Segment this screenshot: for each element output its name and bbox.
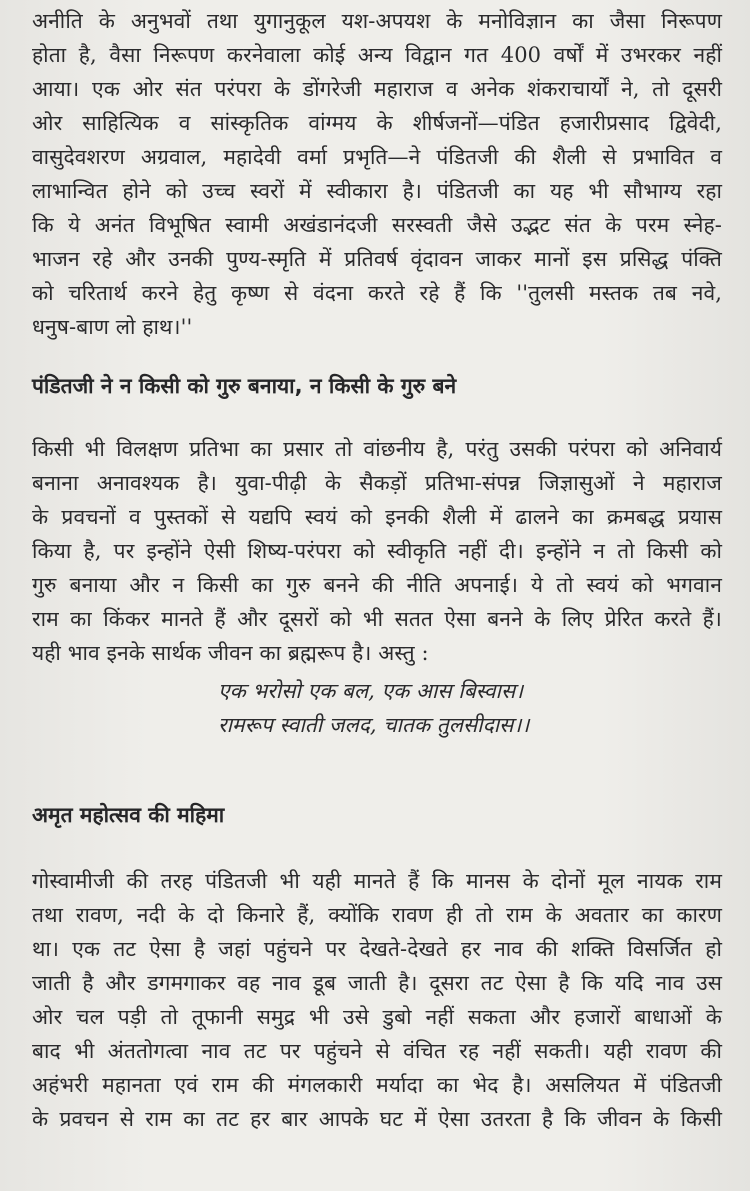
section-heading-amrit-mahotsav: अमृत महोत्सव की महिमा <box>32 803 225 827</box>
paragraph-2-line: किया है, पर इन्होंने ऐसी शिष्य-परंपरा को स्वीकृति नहीं दी। इन्होंने न तो किसी को <box>32 539 722 563</box>
verse-line: रामरूप स्वाती जलद, चातक तुलसीदास।। <box>218 713 530 737</box>
paragraph-3-line: था। एक तट ऐसा है जहां पहुंचने पर देखते-देखते हर नाव की शक्ति विसर्जित हो <box>32 937 722 961</box>
paragraph-2-line: के प्रवचनों व पुस्तकों से यद्यपि स्वयं को इनकी शैली में ढालने का क्रमबद्ध प्रयास <box>32 505 722 529</box>
paragraph-1-line: धनुष-बाण लो हाथ।'' <box>32 315 193 339</box>
paragraph-1-line: कि ये अनंत विभूषित स्वामी अखंडानंदजी सरस्वती जैसे उद्भट संत के परम स्नेह- <box>32 213 722 237</box>
paragraph-3-line: के प्रवचन से राम का तट हर बार आपके घट में ऐसा उतरता है कि जीवन के किसी <box>32 1107 722 1131</box>
paragraph-1-line: भाजन रहे और उनकी पुण्य-स्मृति में प्रतिवर्ष वृंदावन जाकर मानों इस प्रसिद्ध पंक्ति <box>32 247 722 271</box>
paragraph-3-line: जाती है और डगमगाकर वह नाव डूब जाती है। दूसरा तट ऐसा है कि यदि नाव उस <box>32 971 722 995</box>
paragraph-1-line: लाभान्वित होने को उच्च स्वरों में स्वीकारा है। पंडितजी का यह भी सौभाग्य रहा <box>32 179 722 203</box>
paragraph-3-line: बाद भी अंततोगत्वा नाव तट पर पहुंचने से वंचित रह नहीं सकती। यही रावण की <box>32 1039 723 1063</box>
paragraph-1-line: को चरितार्थ करने हेतु कृष्ण से वंदना करते रहे हैं कि ''तुलसी मस्तक तब नवे, <box>32 281 722 305</box>
paragraph-3-line: गोस्वामीजी की तरह पंडितजी भी यही मानते हैं कि मानस के दोनों मूल नायक राम <box>32 869 722 893</box>
paragraph-2-line: किसी भी विलक्षण प्रतिभा का प्रसार तो वांछनीय है, परंतु उसकी परंपरा को अनिवार्य <box>32 437 722 461</box>
paragraph-1-line: आया। एक ओर संत परंपरा के डोंगरेजी महाराज व अनेक शंकराचार्यों ने, तो दूसरी <box>32 77 722 101</box>
paragraph-3-line: तथा रावण, नदी के दो किनारे हैं, क्योंकि रावण ही तो राम के अवतार का कारण <box>32 903 722 927</box>
paragraph-1-line: होता है, वैसा निरूपण करनेवाला कोई अन्य विद्वान गत 400 वर्षों में उभरकर नहीं <box>32 43 722 67</box>
paragraph-3-line: ओर चल पड़ी तो तूफानी समुद्र भी उसे डुबो नहीं सकता और हजारों बाधाओं के <box>32 1005 722 1029</box>
paragraph-1-line: वासुदेवशरण अग्रवाल, महादेवी वर्मा प्रभृति—ने पंडितजी की शैली से प्रभावित व <box>32 145 722 169</box>
verse-line: एक भरोसो एक बल, एक आस बिस्वास। <box>218 679 524 703</box>
paragraph-2-line: गुरु बनाया और न किसी का गुरु बनने की नीति अपनाई। ये तो स्वयं को भगवान <box>32 573 722 597</box>
paragraph-2-line: यही भाव इनके सार्थक जीवन का ब्रह्मरूप है। अस्तु : <box>32 641 429 665</box>
paragraph-2-line: बनाना अनावश्यक है। युवा-पीढ़ी के सैकड़ों प्रतिभा-संपन्न जिज्ञासुओं ने महाराज <box>32 471 722 495</box>
paragraph-2-line: राम का किंकर मानते हैं और दूसरों को भी सतत ऐसा बनने के लिए प्रेरित करते हैं। <box>32 607 722 631</box>
paragraph-1-line: ओर साहित्यिक व सांस्कृतिक वांग्मय के शीर्षजनों—पंडित हजारीप्रसाद द्विवेदी, <box>32 111 722 135</box>
section-heading-guru: पंडितजी ने न किसी को गुरु बनाया, न किसी के गुरु बने <box>32 374 457 398</box>
paragraph-3-line: अहंभरी महानता एवं राम की मंगलकारी मर्यादा का भेद है। असलियत में पंडितजी <box>32 1073 722 1097</box>
paragraph-1-line: अनीति के अनुभवों तथा युगानुकूल यश-अपयश के मनोविज्ञान का जैसा निरूपण <box>32 9 722 33</box>
